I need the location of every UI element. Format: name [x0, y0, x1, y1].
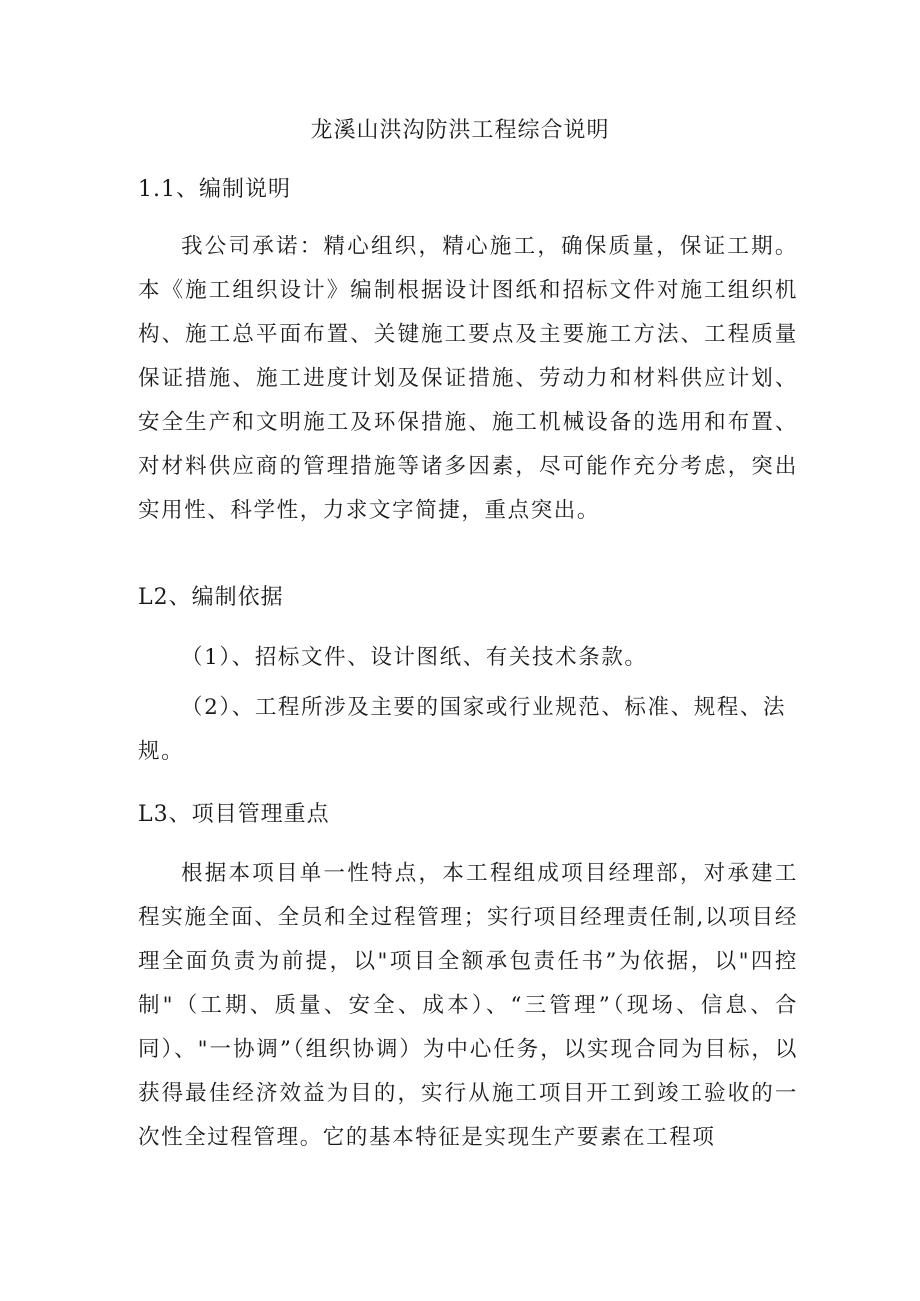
section-heading-1-1: 1.1、编制说明 — [138, 177, 291, 202]
section-heading-1-3: L3、项目管理重点 — [138, 802, 330, 827]
section-heading-1-2: L2、编制依据 — [138, 585, 284, 610]
list-item-basis-2: （2）、工程所涉及主要的国家或行业规范、标准、规程、法规。 — [138, 695, 787, 764]
section-paragraph-1-1: 我公司承诺：精心组织，精心施工，确保质量，保证工期。本《施工组织设计》编制根据设计图纸和招标文件对施工组织机构、施工总平面布置、关键施工要点及主要施工方法、工程质量保证措施、施工进度计划及保证措施、劳动力和材料供应计划、安全生产和文明施工及环保措施、施工机械设备的选用和布置、对材料供应商的管理措施等诸多因素，尽可能作充分考虑，突出实用性、科学性，力求文字简捷，重点突出。 — [138, 234, 798, 523]
document-title: 龙溪山洪沟防洪工程综合说明 — [310, 118, 610, 143]
list-item-basis-1: （1）、招标文件、设计图纸、有关技术条款。 — [181, 645, 648, 670]
section-paragraph-1-3: 根据本项目单一性特点，本工程组成项目经理部，对承建工程实施全面、全员和全过程管理；实行项目经理责任制,以项目经理全面负责为前提，以"项目全额承包责任书”为依据，以"四控制"（工期、质量、安全、成本）、“三管理”（现场、信息、合同）、"一协调”（组织协调）为中心任务，以实现合同为目标，以获得最佳经济效益为目的，实行从施工项目开工到竣工验收的一次性全过程管理。它的基本特征是实现生产要素在工程项 — [138, 861, 798, 1150]
